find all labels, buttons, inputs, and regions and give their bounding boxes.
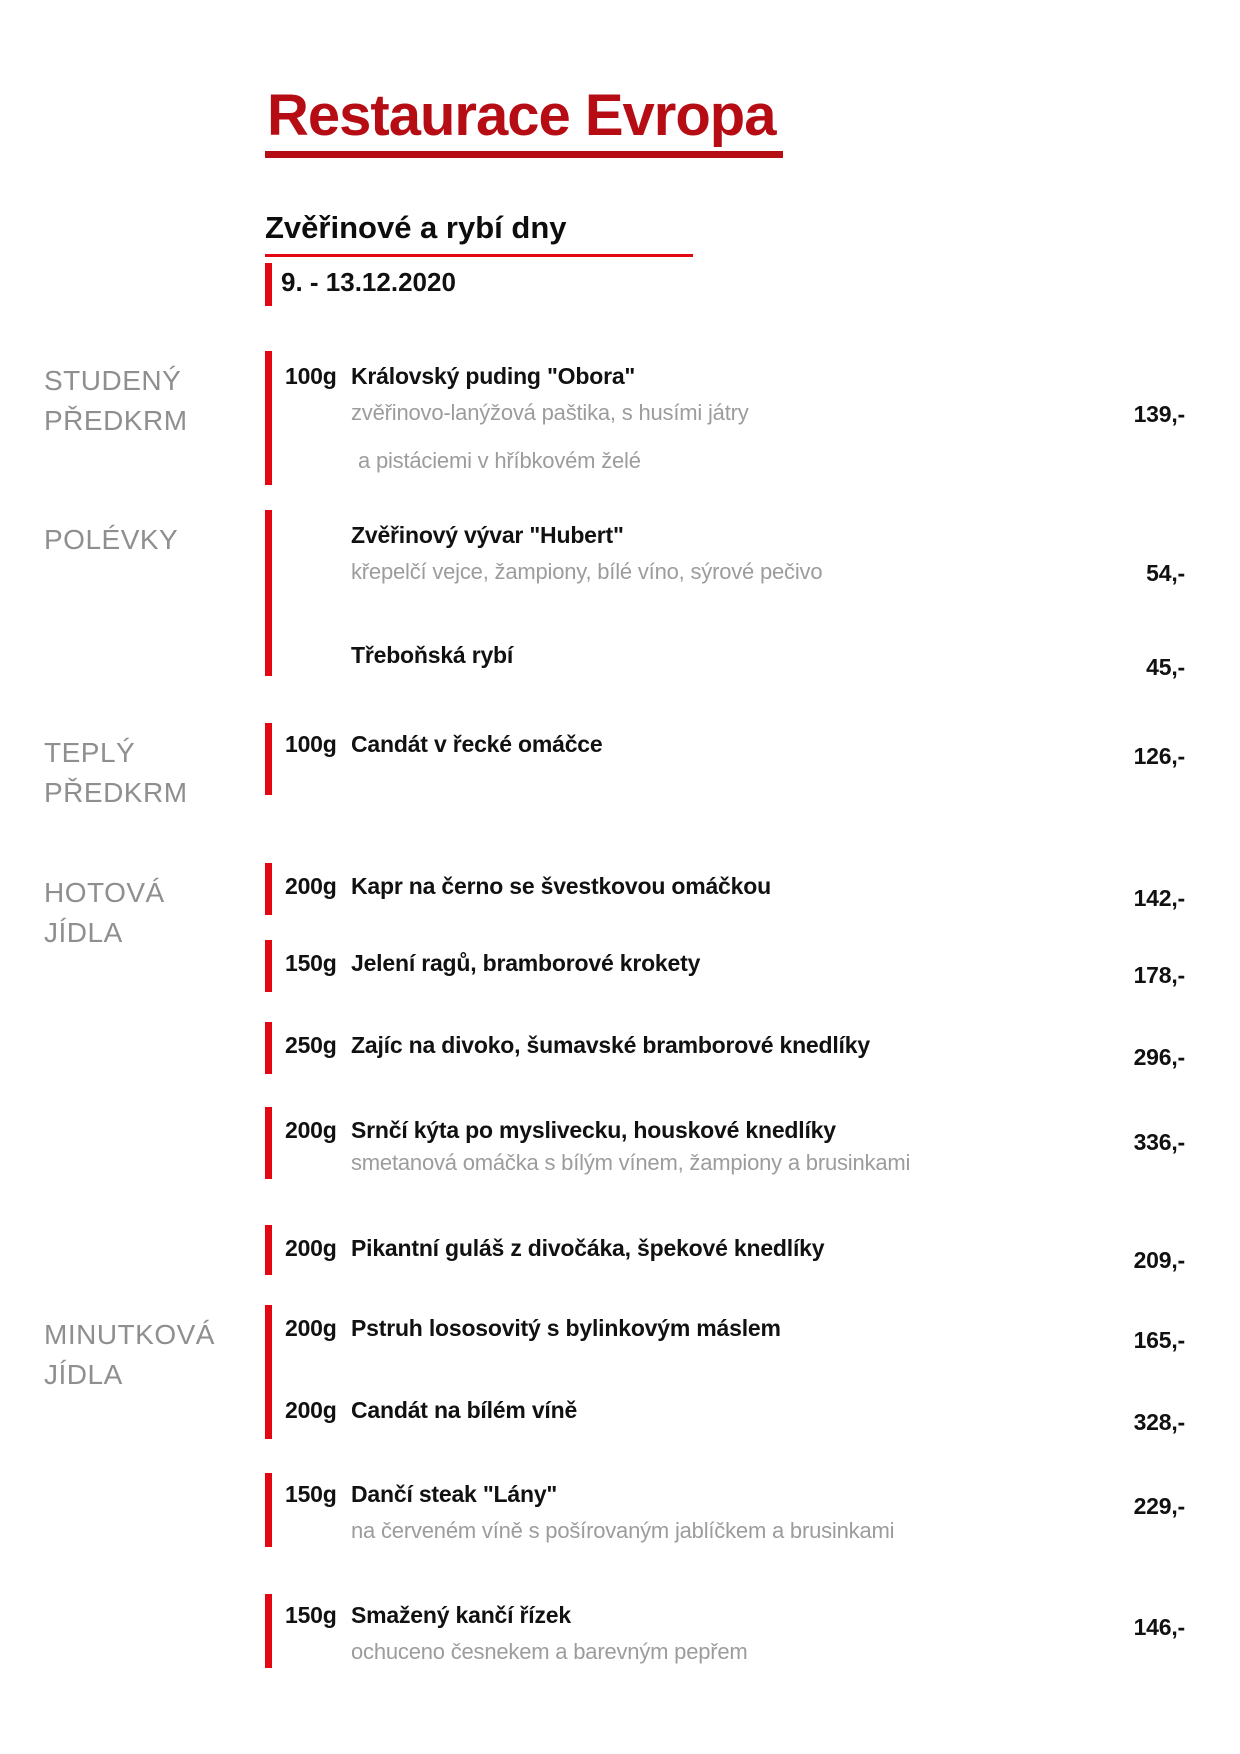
item-name: Zajíc na divoko, šumavské bramborové knedlíky xyxy=(351,1032,870,1059)
item-weight: 150g xyxy=(285,1481,337,1508)
category-label xyxy=(44,510,265,560)
section-items xyxy=(265,351,1240,485)
menu-item xyxy=(285,1602,1185,1664)
item-title-line xyxy=(285,1032,1185,1071)
category-label-line: POLÉVKY xyxy=(44,524,179,556)
menu-subtitle: Zvěřinové a rybí dny xyxy=(265,210,693,258)
item-weight: 200g xyxy=(285,1117,337,1144)
item-weight: 200g xyxy=(285,873,337,900)
category-label xyxy=(44,1305,265,1395)
section-items xyxy=(265,510,1240,681)
item-title-line xyxy=(285,1602,1185,1641)
item-weight: 100g xyxy=(285,363,337,390)
category-label-line: TEPLÝ xyxy=(44,737,136,769)
item-description: křepelčí vejce, žampiony, bílé víno, sýrové pečivo xyxy=(351,559,823,585)
item-name: Pikantní guláš z divočáka, špekové knedlíky xyxy=(351,1235,825,1262)
menu-group xyxy=(265,1594,1240,1668)
item-name: Pstruh lososovitý s bylinkovým máslem xyxy=(351,1315,781,1342)
menu-item xyxy=(285,642,1185,681)
item-price: 178,- xyxy=(1133,962,1185,989)
menu-item xyxy=(285,522,1185,587)
item-price: 139,- xyxy=(1133,401,1185,428)
item-price: 209,- xyxy=(1133,1247,1185,1274)
menu-group xyxy=(265,1473,1240,1547)
section-minutkova-jidla xyxy=(0,1305,1240,1668)
item-title-line xyxy=(285,950,1185,989)
item-description: smetanová omáčka s bílým vínem, žampiony a brusinkami xyxy=(351,1150,911,1176)
category-label-line: JÍDLA xyxy=(44,917,123,949)
restaurant-title: Restaurace Evropa xyxy=(265,84,783,158)
section-polevky xyxy=(0,510,1240,681)
item-name: Srnčí kýta po myslivecku, houskové knedlíky xyxy=(351,1117,836,1144)
item-title-line xyxy=(285,1235,1185,1274)
menu-group xyxy=(265,510,1240,681)
item-title-line xyxy=(285,1397,1185,1436)
item-name: Dančí steak "Lány" xyxy=(351,1481,558,1508)
section-items xyxy=(265,1305,1240,1668)
item-price: 45,- xyxy=(1146,654,1185,681)
date-range: 9. - 13.12.2020 xyxy=(265,263,685,306)
item-name: Candát v řecké omáčce xyxy=(351,731,603,758)
menu-group xyxy=(265,351,1240,485)
item-description: zvěřinovo-lanýžová paštika, s husími játry xyxy=(351,400,749,426)
category-label-line: JÍDLA xyxy=(44,1359,123,1391)
item-description: na červeném víně s pošírovaným jablíčkem a brusinkami xyxy=(351,1518,895,1544)
section-items xyxy=(265,723,1240,795)
item-weight: 150g xyxy=(285,950,337,977)
menu-group xyxy=(265,863,1240,915)
item-price: 146,- xyxy=(1133,1614,1185,1641)
item-weight: 100g xyxy=(285,731,337,758)
menu-header xyxy=(0,0,1240,306)
menu-item xyxy=(285,1032,1185,1071)
item-price: 229,- xyxy=(1133,1493,1185,1520)
item-title-line xyxy=(285,642,1185,681)
item-weight: 200g xyxy=(285,1397,337,1424)
item-name: Jelení ragů, bramborové krokety xyxy=(351,950,701,977)
item-name: Kapr na černo se švestkovou omáčkou xyxy=(351,873,771,900)
menu-item xyxy=(285,363,1185,473)
menu-item xyxy=(285,1397,1185,1436)
item-name: Královský puding "Obora" xyxy=(351,363,636,390)
section-items xyxy=(265,863,1240,1275)
category-label xyxy=(44,863,265,953)
category-label-line: PŘEDKRM xyxy=(44,405,188,437)
item-price: 328,- xyxy=(1133,1409,1185,1436)
menu-item xyxy=(285,1235,1185,1274)
item-weight: 250g xyxy=(285,1032,337,1059)
item-price: 54,- xyxy=(1146,560,1185,587)
menu-group xyxy=(265,940,1240,992)
category-label-line: PŘEDKRM xyxy=(44,777,188,809)
item-weight: 200g xyxy=(285,1315,337,1342)
item-name: Třeboňská rybí xyxy=(351,642,514,669)
item-title-line xyxy=(285,873,1185,912)
item-price: 165,- xyxy=(1133,1327,1185,1354)
menu-group xyxy=(265,1107,1240,1179)
menu-group xyxy=(265,1225,1240,1275)
item-description: a pistáciemi v hříbkovém želé xyxy=(358,448,641,474)
menu-group xyxy=(265,1305,1240,1439)
item-name: Candát na bílém víně xyxy=(351,1397,578,1424)
category-label-line: MINUTKOVÁ xyxy=(44,1319,215,1351)
item-title-line xyxy=(285,1117,1185,1156)
item-title-line xyxy=(285,731,1185,770)
category-label xyxy=(44,723,265,813)
menu-item xyxy=(285,950,1185,989)
menu-item xyxy=(285,731,1185,770)
menu-group xyxy=(265,723,1240,795)
item-name: Zvěřinový vývar "Hubert" xyxy=(351,522,624,549)
item-weight: 150g xyxy=(285,1602,337,1629)
item-price: 336,- xyxy=(1133,1129,1185,1156)
menu-item xyxy=(285,1315,1185,1354)
category-label-line: STUDENÝ xyxy=(44,365,182,397)
item-name: Smažený kančí řízek xyxy=(351,1602,571,1629)
menu-item xyxy=(285,873,1185,912)
menu-group xyxy=(265,1022,1240,1074)
category-label xyxy=(44,351,265,441)
section-studeny-predkrm xyxy=(0,351,1240,485)
item-description: ochuceno česnekem a barevným pepřem xyxy=(351,1639,748,1665)
section-hotova-jidla xyxy=(0,863,1240,1275)
section-teply-predkrm xyxy=(0,723,1240,813)
item-title-line xyxy=(285,1481,1185,1520)
menu-item xyxy=(285,1481,1185,1543)
menu-item xyxy=(285,1117,1185,1175)
item-price: 296,- xyxy=(1133,1044,1185,1071)
item-price: 126,- xyxy=(1133,743,1185,770)
item-price: 142,- xyxy=(1133,885,1185,912)
item-title-line xyxy=(285,1315,1185,1354)
category-label-line: HOTOVÁ xyxy=(44,877,165,909)
item-weight: 200g xyxy=(285,1235,337,1262)
